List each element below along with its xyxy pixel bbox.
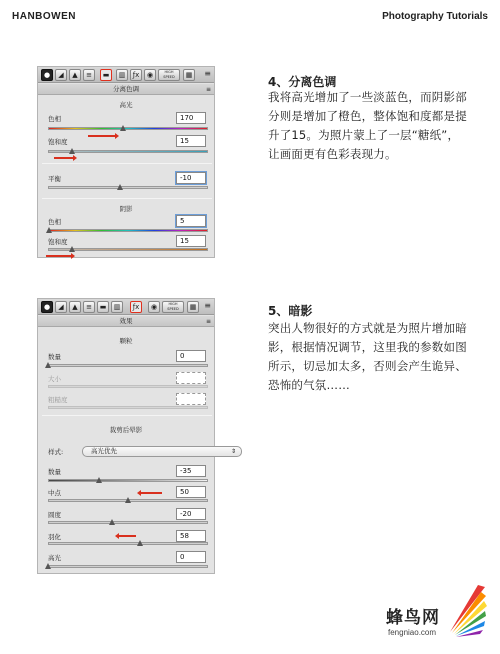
vignette-style-label: 样式: [48,448,64,456]
panel-menu-icon[interactable]: ≡ [205,318,211,325]
grain-size-slider [48,385,208,388]
balance-slider[interactable] [48,186,208,189]
snapshots-icon[interactable]: ▦ [183,69,195,81]
vignette-amount-input[interactable]: -35 [176,465,206,477]
curve-icon[interactable]: ◢ [55,69,67,81]
grain-roughness-input [176,393,206,405]
watermark-text: 蜂鸟网 [386,608,440,628]
detail-icon[interactable]: ▲ [69,69,81,81]
section5-body: 突出人物很好的方式就是为照片增加暗影，根据情况调节，这里我的参数如图所示，切忌加太多，否则会产生诡异、恐怖的气氛…… [268,321,467,392]
highlight-hue-thumb[interactable] [120,125,126,131]
camera-calibration-icon[interactable]: ◉ [148,301,160,313]
highlight-hue-arrow [88,135,116,137]
panel-toolbar [38,67,214,83]
balance-input[interactable]: -10 [176,172,206,184]
feather-arrow [118,535,136,537]
grain-section-label: 颗粒 [119,337,133,345]
shadow-hue-slider[interactable] [48,229,208,232]
highlight-saturation-arrow [54,157,74,159]
section4-heading: 4、分离色调 [268,75,337,89]
grain-size-input [176,372,206,384]
divider [42,415,212,416]
highlight-hue-label: 色相 [48,115,61,123]
fx-icon[interactable]: ƒx [130,69,142,81]
vignette-amount-thumb[interactable] [96,477,102,483]
split-toning-panel [37,66,215,258]
divider [42,163,212,164]
vignette-amount-label: 数量 [48,468,61,476]
detail-icon[interactable]: ▲ [69,301,81,313]
vignette-roundness-thumb[interactable] [109,519,115,525]
vignette-feather-slider[interactable] [48,542,208,545]
vignette-section-label: 裁剪后晕影 [109,426,143,434]
vignette-midpoint-label: 中点 [48,489,61,497]
vignette-highlights-label: 高光 [48,554,61,562]
grain-amount-slider[interactable] [48,364,208,367]
lens-icon[interactable]: ▥ [116,69,128,81]
fx-icon[interactable]: ƒx [130,301,142,313]
vignette-roundness-label: 圆度 [48,511,61,519]
balance-label: 平衡 [48,175,61,183]
section4-body: 我将高光增加了一些淡蓝色，而阴影部分则是增加了橙色，整体饱和度都是提升了15。为照片蒙上了一层“糖纸”，让画面更有色彩表现力。 [268,90,467,161]
highlight-saturation-input[interactable]: 15 [176,135,206,147]
grain-amount-label: 数量 [48,353,61,361]
panel-menu-icon[interactable]: ≡ [204,301,211,310]
grain-roughness-label: 粗糙度 [48,396,68,404]
shadow-hue-input[interactable]: 5 [176,215,206,227]
panel-title: 效果 ≡ [38,316,214,327]
camera-calibration-icon[interactable]: ◉ [144,69,156,81]
grain-roughness-slider [48,406,208,409]
vignette-amount-slider[interactable] [48,479,208,482]
hsl-icon[interactable]: ≡ [83,69,95,81]
shadow-hue-thumb[interactable] [46,227,52,233]
vignette-highlights-thumb[interactable] [45,563,51,569]
panel-menu-icon[interactable]: ≡ [205,86,211,93]
camera-icon[interactable]: ● [41,301,53,313]
panel-toolbar [38,299,214,315]
vignette-highlights-slider[interactable] [48,565,208,568]
vignette-midpoint-thumb[interactable] [125,497,131,503]
shadow-saturation-label: 饱和度 [48,238,68,246]
presets-icon[interactable]: HIGH SPEED [158,69,180,81]
midpoint-arrow [140,492,162,494]
shadow-saturation-thumb[interactable] [69,246,75,252]
highlight-saturation-thumb[interactable] [69,148,75,154]
highlight-hue-slider[interactable] [48,127,208,130]
vignette-roundness-input[interactable]: -20 [176,508,206,520]
effects-panel [37,298,236,574]
section-header: Photography Tutorials [382,11,488,22]
balance-thumb[interactable] [117,184,123,190]
brand-header: HANBOWEN [12,11,76,22]
lens-icon[interactable]: ▥ [111,301,123,313]
split-toning-icon[interactable]: ▬ [100,69,112,81]
chevron-updown-icon: ⇕ [230,448,236,455]
grain-size-label: 大小 [48,375,61,383]
curve-icon[interactable]: ◢ [55,301,67,313]
vignette-feather-input[interactable]: 58 [176,530,206,542]
shadow-saturation-input[interactable]: 15 [176,235,206,247]
camera-icon[interactable]: ● [41,69,53,81]
presets-icon[interactable]: HIGH SPEED [162,301,184,313]
shadow-hue-label: 色相 [48,218,61,226]
vignette-feather-thumb[interactable] [137,540,143,546]
vignette-feather-label: 羽化 [48,533,61,541]
hsl-icon[interactable]: ≡ [83,301,95,313]
divider [42,198,212,199]
vignette-highlights-input[interactable]: 0 [176,551,206,563]
highlight-hue-input[interactable]: 170 [176,112,206,124]
grain-amount-thumb[interactable] [45,362,51,368]
vignette-style-dropdown[interactable]: 高光优先 ⇕ [82,446,242,457]
highlights-section-label: 高光 [119,101,133,109]
section5-heading: 5、暗影 [268,304,313,318]
shadow-saturation-arrow [46,255,72,257]
grain-amount-input[interactable]: 0 [176,350,206,362]
shadows-section-label: 阴影 [119,205,133,213]
highlight-saturation-label: 饱和度 [48,138,68,146]
vignette-roundness-slider[interactable] [48,521,208,524]
panel-title: 分离色调 ≡ [38,84,214,95]
split-toning-icon[interactable]: ▬ [97,301,109,313]
watermark-url: fengniao.com [388,628,437,637]
snapshots-icon[interactable]: ▦ [187,301,199,313]
panel-menu-icon[interactable]: ≡ [204,69,211,78]
vignette-midpoint-input[interactable]: 50 [176,486,206,498]
